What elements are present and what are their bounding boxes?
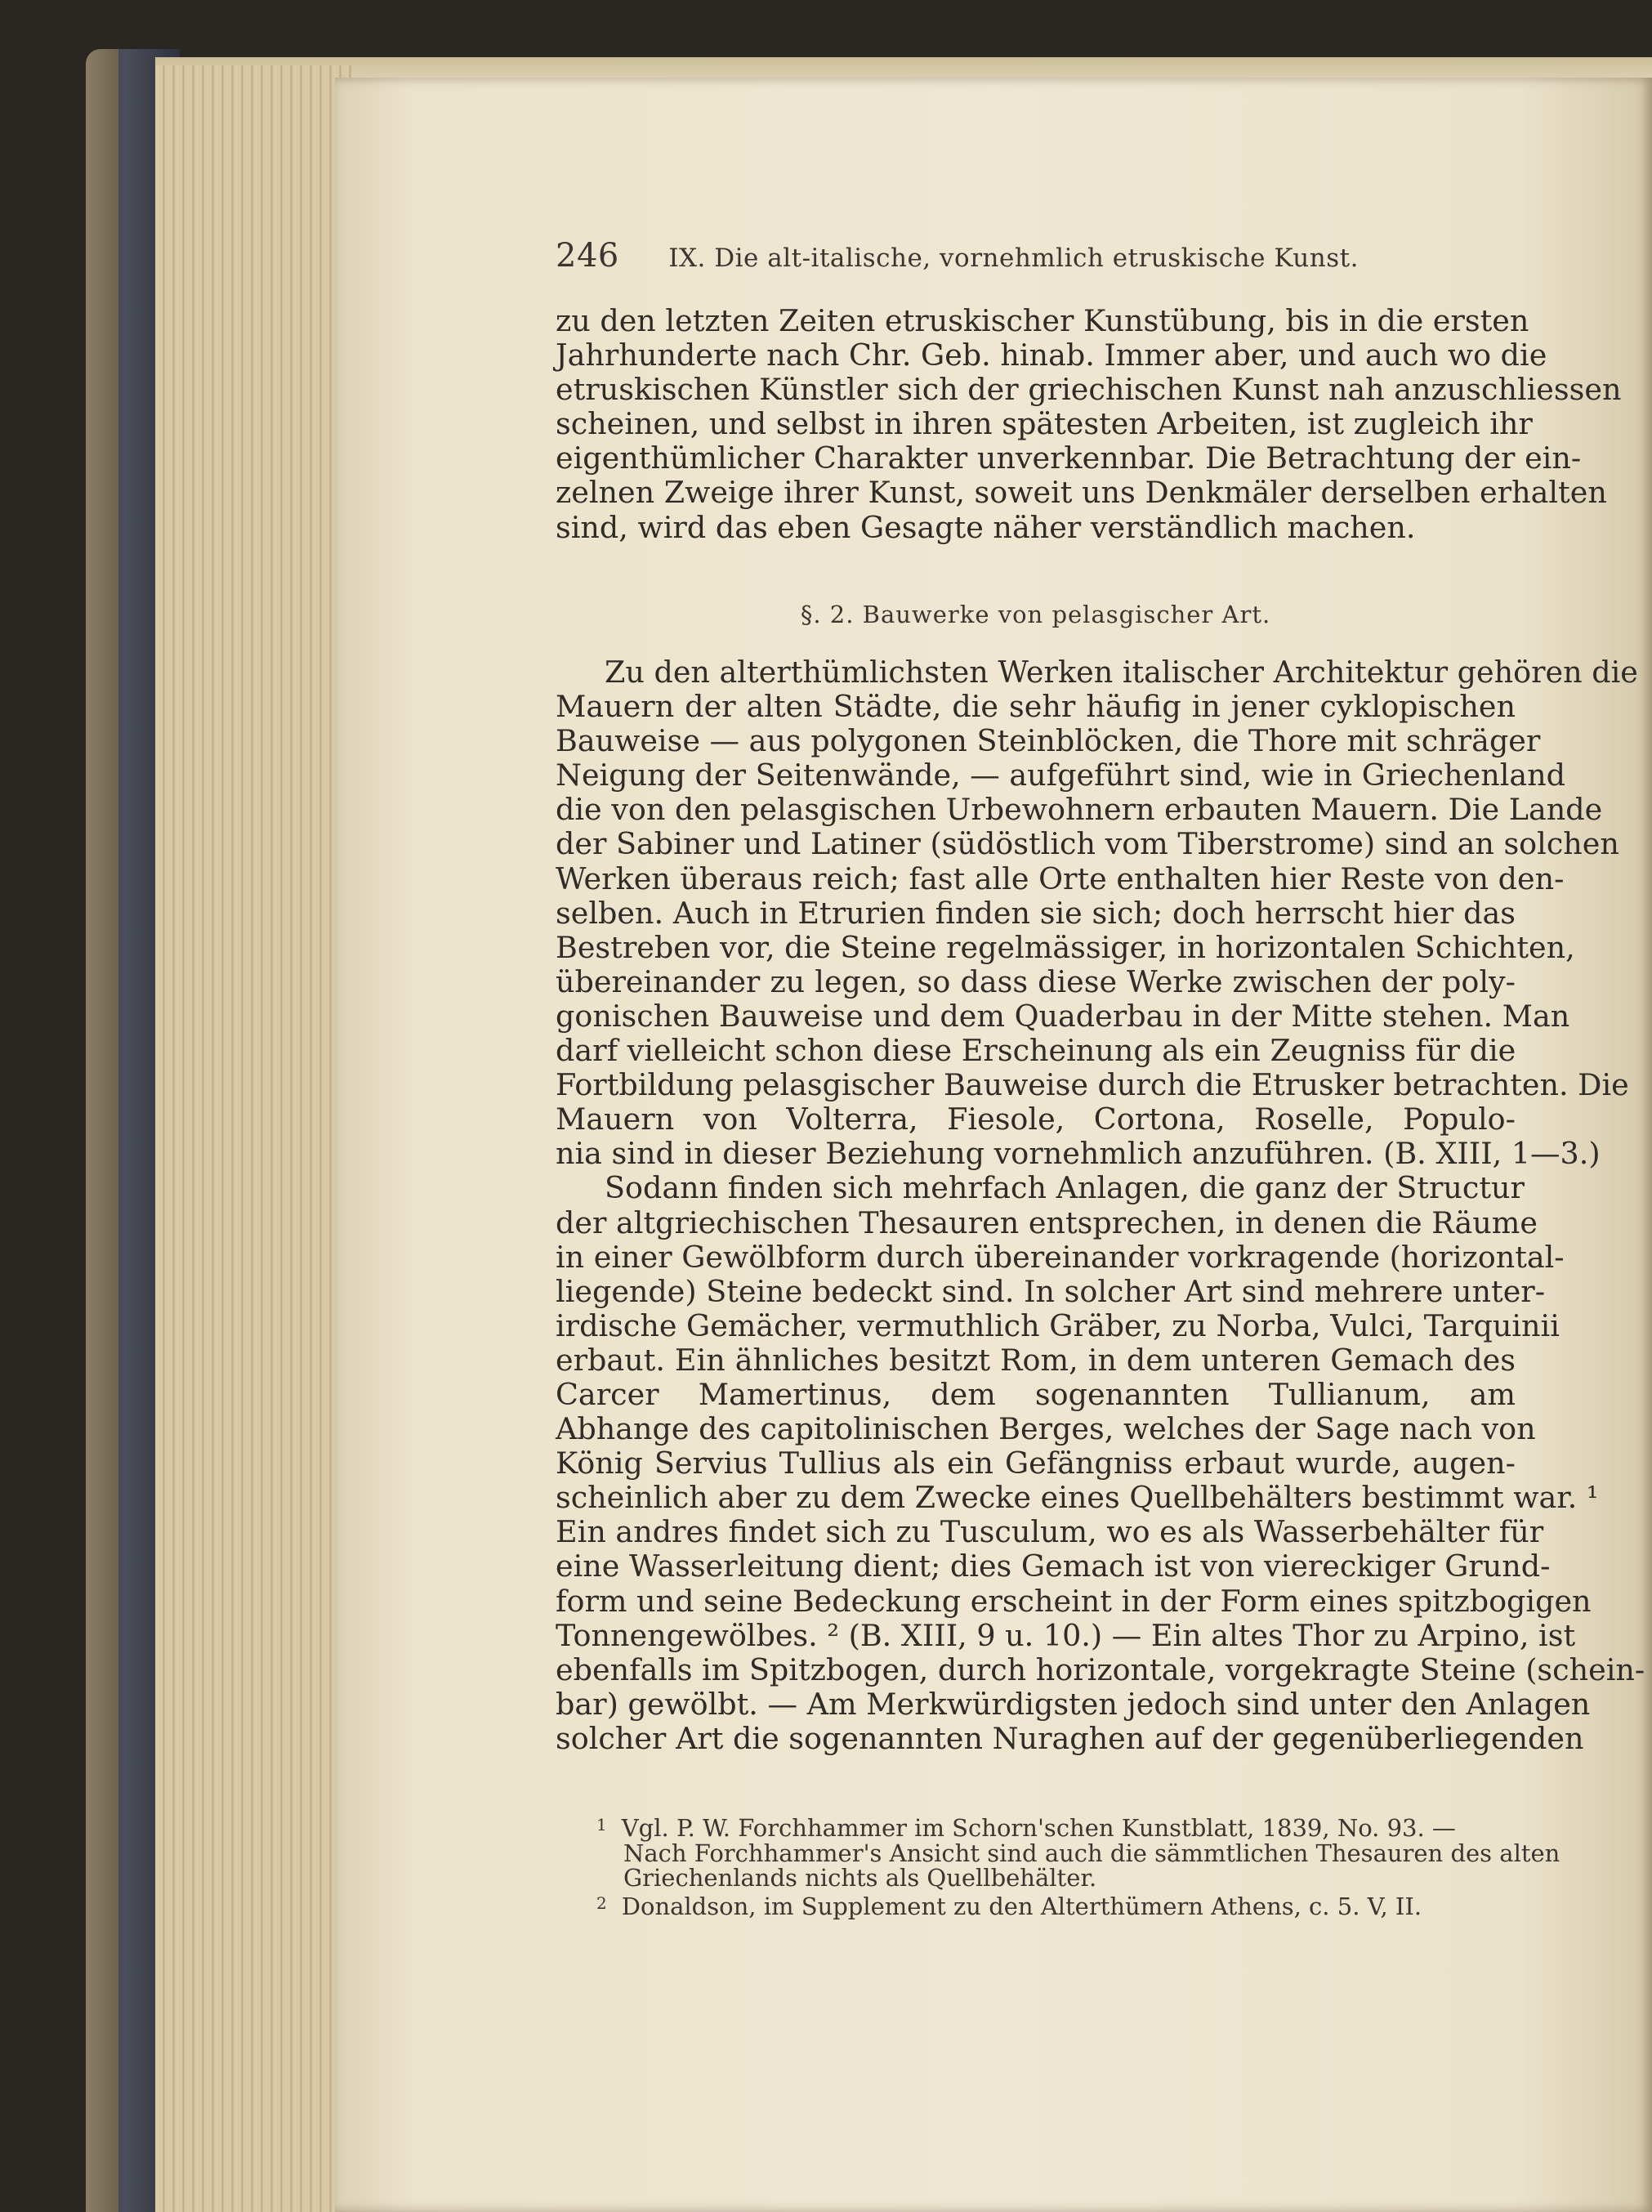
text-line: Fortbildung pelasgischer Bauweise durch die Etrusker betrachten. Die [556, 1067, 1629, 1103]
page-edges-stack [155, 65, 351, 2212]
running-head [556, 237, 1610, 275]
text-line: die von den pelasgischen Urbewohnern erbauten Mauern. Die Lande [556, 792, 1603, 828]
text-line: in einer Gewölbform durch übereinander vorkragende (horizontal- [556, 1239, 1565, 1275]
text-line: scheinen, und selbst in ihren spätesten Arbeiten, ist zugleich ihr [556, 406, 1533, 442]
footnote-text: Donaldson, im Supplement zu den Alterthümern Athens, c. 5. V, II. [621, 1892, 1422, 1920]
text-line: Werken überaus reich; fast alle Orte enthalten hier Reste von den- [556, 860, 1565, 896]
text-line: eine Wasserleitung dient; dies Gemach ist von viereckiger Grund- [556, 1548, 1551, 1584]
text-line: darf vielleicht schon diese Erscheinung als ein Zeugniss für die [556, 1033, 1516, 1069]
text-line: solcher Art die sogenannten Nuraghen auf der gegenüberliegenden [556, 1720, 1584, 1756]
footnote-mark: 2 [596, 1892, 607, 1913]
text-line: Mauern der alten Städte, die sehr häufig in jener cyklopischen [556, 689, 1516, 725]
footnote-1 [596, 1812, 1516, 1841]
cover-spine-edge [86, 49, 118, 2212]
text-line: erbaut. Ein ähnliches besitzt Rom, in dem unteren Gemach des [556, 1342, 1516, 1378]
footnote-2 [596, 1891, 1516, 1919]
text-line: Neigung der Seitenwände, — aufgeführt sind, wie in Griechenland [556, 757, 1566, 793]
text-line: irdische Gemächer, vermuthlich Gräber, zu Norba, Vulci, Tarquinii [556, 1307, 1560, 1343]
text-line: Mauern von Volterra, Fiesole, Cortona, Roselle, Populo- [556, 1102, 1516, 1137]
body-text-intro [556, 303, 1622, 545]
text-line: Bauweise — aus polygonen Steinblöcken, die Thore mit schräger [556, 723, 1541, 759]
footnotes [596, 1812, 1560, 1920]
footnote-text: Griechenlands nichts als Quellbehälter. [623, 1864, 1097, 1892]
text-line: Tonnengewölbes. ² (B. XIII, 9 u. 10.) — Ein altes Thor zu Arpino, ist [556, 1617, 1576, 1653]
text-line: eigenthümlicher Charakter unverkennbar. Die Betrachtung der ein- [556, 440, 1582, 476]
text-line: etruskischen Künstler sich der griechischen Kunst nah anzuschliessen [556, 372, 1622, 408]
text-line: Bestreben vor, die Steine regelmässiger, in horizontalen Schichten, [556, 929, 1575, 965]
text-line: der altgriechischen Thesauren entsprechen, in denen die Räume [556, 1204, 1538, 1240]
text-line: ebenfalls im Spitzbogen, durch horizontale, vorgekragte Steine (schein- [556, 1651, 1645, 1687]
text-line: übereinander zu legen, so dass diese Werke zwischen der poly- [556, 963, 1516, 999]
text-line: selben. Auch in Etrurien finden sie sich; doch herrscht hier das [556, 895, 1516, 931]
text-line: Abhange des capitolinischen Berges, welches der Sage nach von [556, 1411, 1536, 1447]
text-line: Ein andres findet sich zu Tusculum, wo es als Wasserbehälter für [556, 1514, 1544, 1550]
footnote-text: Vgl. P. W. Forchhammer im Schorn'schen Kunstblatt, 1839, No. 93. — [621, 1814, 1456, 1842]
page-number: 246 [556, 237, 619, 275]
body-text-paragraph-1 [556, 655, 1645, 1756]
text-line: der Sabiner und Latiner (südöstlich vom Tiberstrome) sind an solchen [556, 826, 1619, 862]
text-line: Jahrhunderte nach Chr. Geb. hinab. Immer aber, und auch wo die [556, 337, 1547, 373]
text-line: Sodann finden sich mehrfach Anlagen, die ganz der Structur [605, 1170, 1525, 1206]
text-line: form und seine Bedeckung erscheint in der Form eines spitzbogigen [556, 1583, 1592, 1619]
text-line: liegende) Steine bedeckt sind. In solcher Art sind mehrere unter- [556, 1273, 1546, 1309]
text-line: zelnen Zweige ihrer Kunst, soweit uns Denkmäler derselben erhalten [556, 475, 1607, 511]
text-line: König Servius Tullius als ein Gefängniss erbaut wurde, augen- [556, 1446, 1516, 1481]
text-line: Zu den alterthümlichsten Werken italischer Architektur gehören die [605, 655, 1638, 690]
footnote-mark: 1 [596, 1815, 607, 1834]
section-heading: §. 2. Bauwerke von pelasgischer Art. [800, 601, 1271, 628]
text-line: bar) gewölbt. — Am Merkwürdigsten jedoch sind unter den Anlagen [556, 1686, 1591, 1722]
text-line: sind, wird das eben Gesagte näher verständlich machen. [556, 509, 1416, 545]
text-line: Carcer Mamertinus, dem sogenannten Tullianum, am [556, 1376, 1516, 1412]
running-title: IX. Die alt-italische, vornehmlich etruskische Kunst. [668, 244, 1359, 273]
footnote-text: Nach Forchhammer's Ansicht sind auch die sämmtlichen Thesauren des alten [623, 1839, 1560, 1867]
text-line: gonischen Bauweise und dem Quaderbau in der Mitte stehen. Man [556, 998, 1570, 1034]
text-line: scheinlich aber zu dem Zwecke eines Quellbehälters bestimmt war. ¹ [556, 1480, 1599, 1516]
text-line: nia sind in dieser Beziehung vornehmlich anzuführen. (B. XIII, 1—3.) [556, 1136, 1601, 1172]
text-line: zu den letzten Zeiten etruskischer Kunstübung, bis in die ersten [556, 303, 1529, 338]
